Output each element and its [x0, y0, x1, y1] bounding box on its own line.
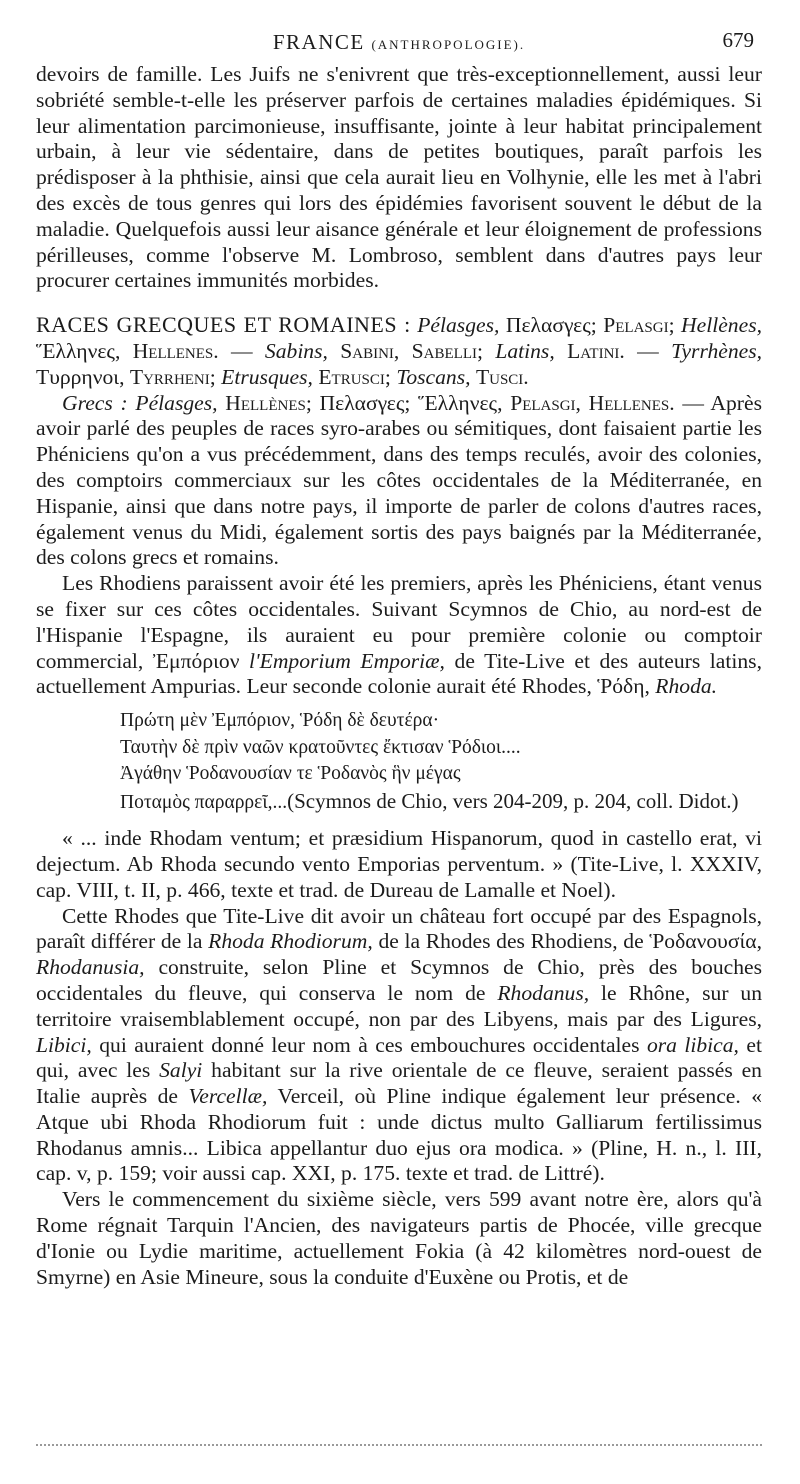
rhodanusia-text-7: habitant sur la rive orientale de ce fleuve, seraient passés en Italie auprès de: [36, 1058, 762, 1109]
heading-latin: Etrusci;: [318, 364, 391, 389]
rhodanusia-text-3: construite, selon Pline et Scymnos de Chio, près des bouches occidentales du fleuve, qui conserva le nom de: [36, 955, 762, 1005]
running-head: [36, 30, 762, 55]
heading-latin: Tyrrheni;: [129, 364, 216, 389]
vercellae-term: Vercellæ,: [188, 1084, 268, 1109]
heading-term: Latins,: [495, 338, 555, 363]
rhodanusia-text-2: de la Rhodes des Rhodiens, de: [378, 929, 644, 954]
quote-reference: (Scymnos de Chio, vers 204-209, p. 204, coll. Didot.): [287, 788, 739, 813]
rhodanus-term: Rhodanus,: [497, 980, 590, 1005]
grecs-label: Grecs :: [62, 390, 128, 415]
greek-rhodanousia: Ῥοδανουσία,: [649, 929, 762, 954]
quote-line-4: [120, 788, 762, 817]
rhodanusia-term: Rhodanusia,: [36, 955, 145, 980]
salyi-term: Salyi: [159, 1058, 203, 1083]
rhodanusia-text-8: Verceil, où Pline indique également leur présence. « Atque ubi Rhoda Rhodiorum fuit : unde dictus multo Galliarum fertilissimus Rhodanus amnis... Libica appellantur duo ejus ora modica. » (Pline, H. n., l. III, cap. v, p. 159; voir aussi cap. XXI, p. 175. texte et trad. de Littré).: [36, 1084, 763, 1186]
heading-term: Tyrrhènes,: [671, 338, 763, 363]
heading-term: Toscans,: [396, 364, 471, 389]
paragraph-grecs: [36, 391, 762, 572]
quote-line-3: Ἀγάθην Ῥοδανουσίαν τε Ῥοδανὸς ἣν μέγας: [120, 763, 461, 785]
greek-quotation: [120, 708, 762, 816]
heading-dash: —: [637, 338, 659, 363]
section-heading: [36, 312, 762, 390]
paragraph-rhodanusia: [36, 904, 762, 1188]
heading-latin: Pelasgi;: [603, 313, 675, 338]
latin-terms: Pelasgi, Hellenes.: [510, 390, 675, 415]
heading-term: Pélasges,: [417, 313, 500, 338]
heading-greek: Τυρρηνοι,: [36, 364, 125, 389]
emporium-term: l'Emporium Emporiæ,: [249, 648, 445, 673]
rhodanusia-text-6: et qui, avec les: [36, 1032, 762, 1083]
rhodanusia-text-1: Cette Rhodes que Tite-Live dit avoir un château fort occupé par des Espagnols, paraît différer de la: [36, 903, 762, 954]
heading-dash: —: [231, 338, 253, 363]
heading-greek: Πελασγες;: [505, 313, 597, 338]
heading-caps: RACES GRECQUES ET ROMAINES :: [36, 312, 411, 338]
greek-rhode: Ῥόδη,: [597, 674, 650, 699]
paragraph-phocee: Vers le commencement du sixième siècle, vers 599 avant notre ère, alors qu'à Rome régnait Tarquin l'Ancien, des navigateurs partis de Phocée, ville grecque d'Ionie ou Lydie maritime, actuellement Fokia (à 42 kilomètres nord-ouest de Smyrne) en Asie Mineure, sous la conduite d'Euxène ou Protis, et de: [36, 1187, 762, 1289]
hellenes-term: Hellènes;: [225, 390, 312, 415]
heading-latin: Sabini,: [340, 338, 400, 363]
footer-rule: [36, 1444, 762, 1446]
rhodanusia-text-4: le Rhône, sur un territoire vraisemblablement occupé, non par des Libyens, mais par des Ligures,: [36, 980, 762, 1031]
greek-terms: Πελασγες; Ἕλληνες,: [319, 390, 503, 415]
rhodanusia-text-5: qui auraient donné leur nom à ces embouchures occidentales: [99, 1032, 640, 1057]
rhodiens-text-2: de Tite-Live et des auteurs latins, actuellement Ampurias. Leur seconde colonie aurait été Rhodes,: [36, 648, 762, 699]
heading-latin: Tusci.: [475, 364, 529, 389]
quote-line-2: Ταυτὴν δὲ πρὶν ναῶν κρατοῦντες ἔκτισαν Ῥόδιοι....: [120, 736, 521, 758]
rhoda-term: Rhoda.: [655, 674, 718, 699]
page-header: [36, 0, 762, 62]
heading-latin: Hellenes.: [132, 338, 219, 363]
heading-latin: Sabelli;: [411, 338, 483, 363]
heading-greek: Ἕλληνες,: [36, 338, 121, 363]
ora-libica-term: ora libica,: [646, 1032, 739, 1057]
libici-term: Libici,: [36, 1032, 92, 1057]
quote-line-1: Πρώτη μὲν Ἐμπόριον, Ῥόδη δὲ δευτέρα·: [120, 710, 440, 732]
heading-term: Hellènes,: [681, 313, 762, 338]
heading-term: Sabins,: [264, 338, 328, 363]
running-head-title: FRANCE: [272, 30, 365, 54]
page-number: 679: [722, 28, 754, 52]
paragraph-tite-live-quote: « ... inde Rhodam ventum; et præsidium Hispanorum, quod in castello erat, vi dejectum. Ab Rhoda secundo vento Emporias perventum. » (Tite-Live, l. XXXIV, cap. VIII, t. II, p. 466, texte et trad. de Dureau de Lamalle et Noel).: [36, 826, 762, 902]
heading-latin: Latini.: [567, 338, 625, 363]
running-head-subtitle: (ANTHROPOLOGIE).: [371, 37, 526, 52]
heading-term: Etrusques,: [221, 364, 313, 389]
rhoda-rhodiorum-term: Rhoda Rhodiorum,: [208, 929, 373, 954]
greek-emporion: Ἐμπόριον: [152, 648, 240, 673]
quote-line-4-greek: Ποταμὸς παραρρεῖ,...: [120, 791, 288, 813]
paragraph-rhodiens: [36, 571, 762, 700]
rhodiens-text-1: Les Rhodiens paraissent avoir été les premiers, après les Phéniciens, étant venus se fixer sur ces côtes occidentales. Suivant Scymnos de Chio, au nord-est de l'Hispanie l'Espagne, ils auraient eu pour première colonie ou comptoir commercial,: [36, 571, 762, 673]
paragraph-jewish-health: devoirs de famille. Les Juifs ne s'enivrent que très-exceptionnellement, aussi leur sobriété semble-t-elle les préserver parfois de certaines maladies épidémiques. Si leur alimentation parcimonieuse, insuffisante, jointe à leur habitat principalement urbain, à leur vie sédentaire, dans de petites boutiques, paraît parfois les prédisposer à la phthisie, ainsi que cela aurait lieu en Volhynie, elle les met à l'abri des excès de tous genres qui lors des épidémies favorisent souvent le début de la maladie. Quelquefois aussi leur aisance générale et leur éloignement de professions périlleuses, comme l'observe M. Lombroso, semblent dans d'autres pays leur procurer certaines immunités morbides.: [36, 62, 762, 293]
grecs-text: — Après avoir parlé des peuples de races syro-arabes ou sémitiques, dont faisaient partie les Phéniciens qu'on a vus précédemment, dans des temps reculés, avoir des colonies, des comptoirs commerciaux sur les côtes occidentales de la Méditerranée, en Hispanie, ainsi que dans notre pays, il importe de parler de colons d'autres races, également venus du Midi, également sortis des pays baignés par la Méditerranée, des colons grecs et romains.: [36, 390, 762, 570]
pelasges-term: Pélasges,: [135, 390, 218, 415]
